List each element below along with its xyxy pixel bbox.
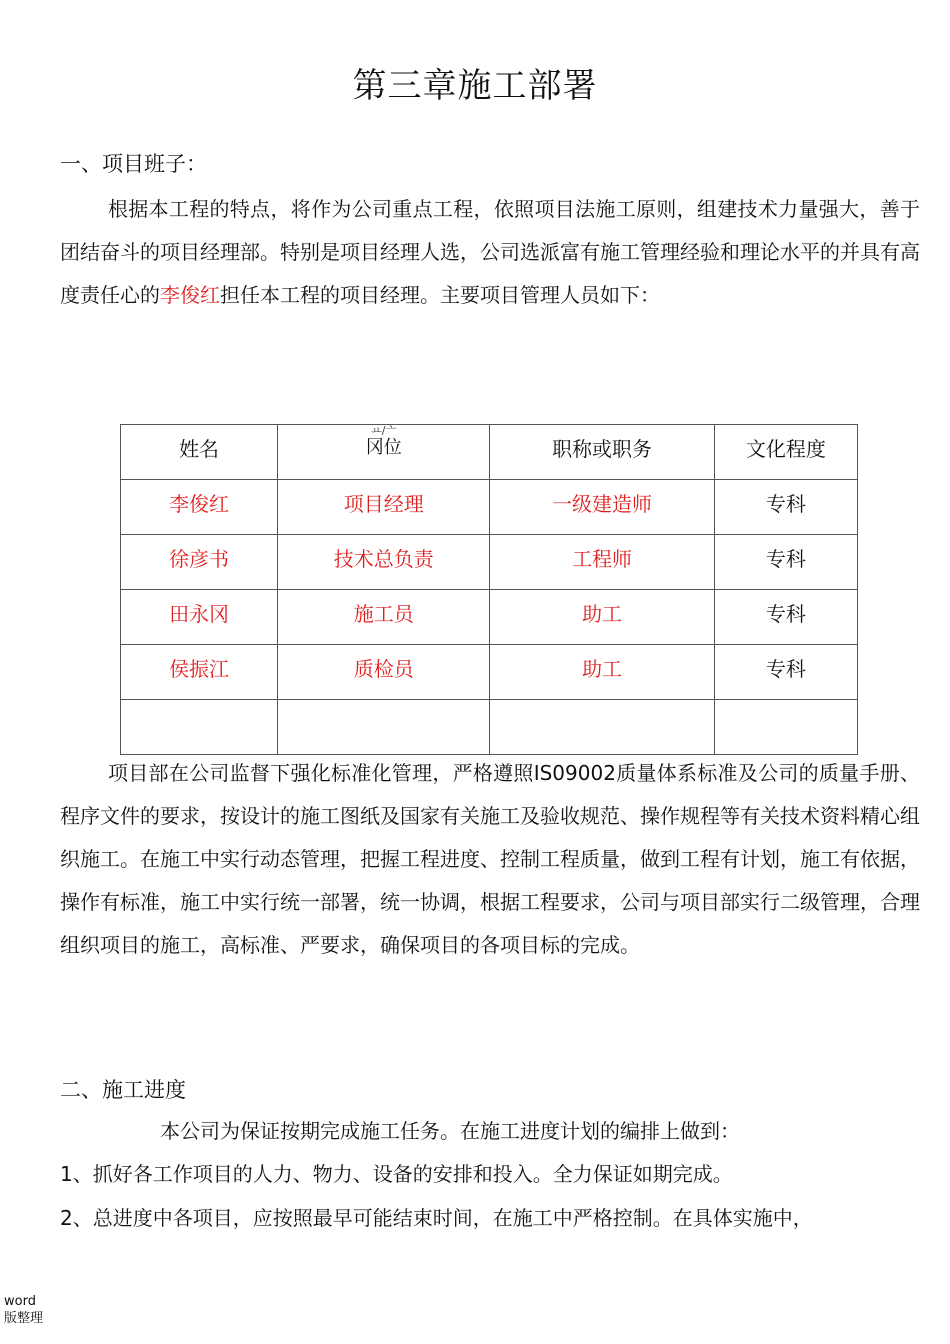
schedule-intro: 本公司为保证按期完成施工任务。在施工进度计划的编排上做到： [160, 1119, 740, 1143]
section-heading-project-team: 一、项目班子： [60, 152, 207, 176]
section-heading-schedule: 二、施工进度 [60, 1078, 186, 1102]
cell-title: 助工 [490, 590, 714, 645]
staff-table [120, 424, 858, 755]
schedule-item: 2、总进度中各项目，应按照最早可能结束时间，在施工中严格控制。在具体实施中， [60, 1206, 813, 1230]
header-education: 文化程度 [714, 425, 857, 480]
schedule-item: 1、抓好各工作项目的人力、物力、设备的安排和投入。全力保证如期完成。 [60, 1162, 733, 1186]
cell-name: 侯振江 [121, 645, 278, 700]
table-row [121, 645, 858, 700]
cell-post [278, 700, 490, 755]
intro-paragraph [60, 188, 920, 317]
intro-text-after: 担任本工程的项目经理。主要项目管理人员如下： [220, 283, 660, 307]
cell-name: 田永冈 [121, 590, 278, 645]
header-post-label: 冈位 [365, 437, 402, 458]
table-row-empty [121, 700, 858, 755]
cell-education: 专科 [714, 480, 857, 535]
header-post [278, 425, 490, 480]
cell-title: 助工 [490, 645, 714, 700]
cell-post: 技术总负责 [278, 535, 490, 590]
header-title: 职称或职务 [490, 425, 714, 480]
cell-title: 一级建造师 [490, 480, 714, 535]
table-row [121, 590, 858, 645]
intro-text-before: 根据本工程的特点，将作为公司重点工程，依照项目法施工原则，组建技术力量强大，善于团结奋斗的项目经理部。特别是项目经理人选，公司选派富有施工管理经验和理论水平的并具有高度责任心的 [60, 197, 920, 307]
cell-name [121, 700, 278, 755]
table-row [121, 480, 858, 535]
table-header-row [121, 425, 858, 480]
cell-education [714, 700, 857, 755]
footer-watermark [4, 1293, 43, 1327]
management-paragraph: 项目部在公司监督下强化标准化管理，严格遵照IS09002质量体系标准及公司的质量手册、程序文件的要求，按设计的施工图纸及国家有关施工及验收规范、操作规程等有关技术资料精心组织施工。在施工中实行动态管理，把握工程进度、控制工程质量，做到工程有计划，施工有依据，操作有标准，施工中实行统一部署，统一协调，根据工程要求，公司与项目部实行二级管理，合理组织项目的施工，高标准、严要求，确保项目的各项目标的完成。 [60, 761, 920, 957]
manager-name-highlight: 李俊红 [160, 283, 220, 307]
footer-line-1: word [4, 1294, 36, 1309]
cell-post: 质检员 [278, 645, 490, 700]
cell-post: 施工员 [278, 590, 490, 645]
cell-title [490, 700, 714, 755]
cell-post: 项目经理 [278, 480, 490, 535]
cell-education: 专科 [714, 590, 857, 645]
cell-education: 专科 [714, 535, 857, 590]
header-post-mark: ㅛ/亠 [371, 424, 397, 437]
cell-title: 工程师 [490, 535, 714, 590]
table-row [121, 535, 858, 590]
cell-name: 李俊红 [121, 480, 278, 535]
header-name: 姓名 [121, 425, 278, 480]
cell-education: 专科 [714, 645, 857, 700]
cell-name: 徐彦书 [121, 535, 278, 590]
page-title: 第三章施工部署 [352, 66, 598, 106]
footer-line-2: 版整理 [4, 1311, 44, 1326]
